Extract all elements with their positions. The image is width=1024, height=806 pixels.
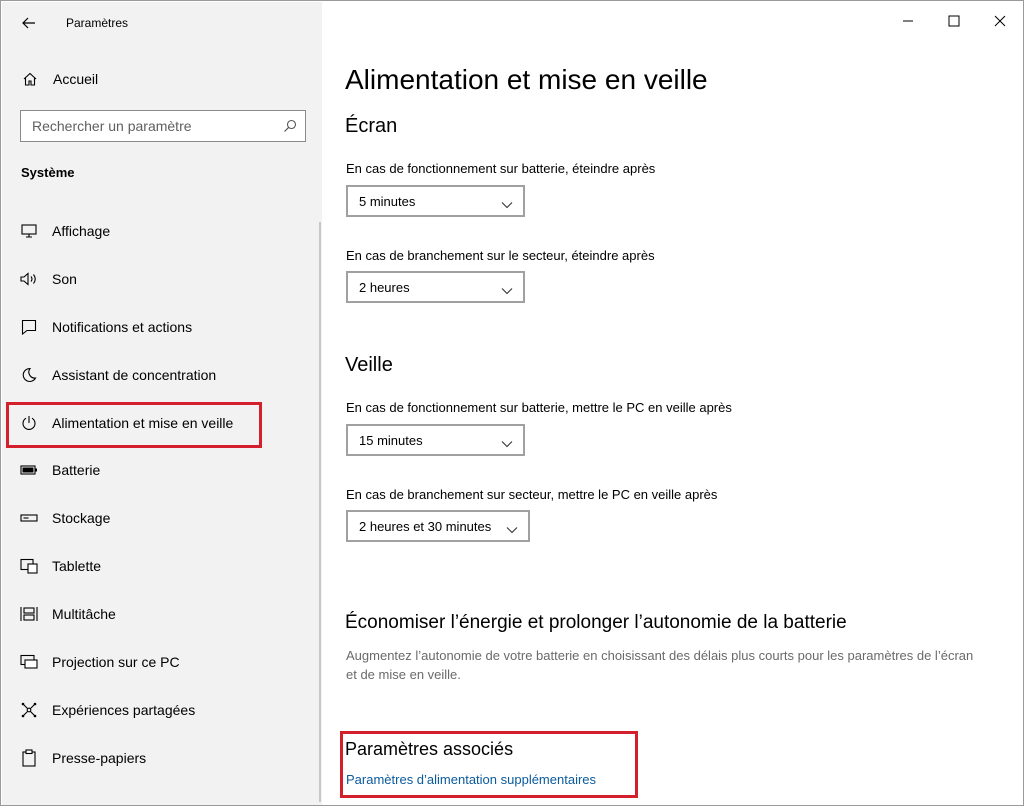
- search-box[interactable]: [20, 110, 306, 142]
- sidebar-scrollbar[interactable]: [319, 222, 321, 802]
- sidebar-item-label: Stockage: [52, 510, 111, 527]
- chevron-down-icon: [501, 282, 513, 292]
- sidebar-item-storage[interactable]: [2, 494, 322, 542]
- dropdown-value: 2 heures et 30 minutes: [359, 519, 492, 534]
- screen-battery-label: En cas de fonctionnement sur batterie, éteindre après: [346, 161, 656, 176]
- screen-plugged-dropdown[interactable]: [346, 271, 525, 303]
- screen-plugged-label: En cas de branchement sur le secteur, éteindre après: [346, 248, 655, 263]
- home-icon: [22, 71, 38, 87]
- close-icon: [994, 15, 1006, 27]
- dropdown-value: 2 heures: [359, 280, 410, 295]
- chevron-down-icon: [501, 196, 513, 206]
- sidebar-item-clipboard[interactable]: [2, 734, 322, 782]
- sleep-plugged-dropdown[interactable]: [346, 510, 530, 542]
- dropdown-value: 15 minutes: [359, 433, 423, 448]
- sidebar-item-label: Affichage: [52, 223, 111, 239]
- section-label: Système: [21, 165, 75, 180]
- dropdown-value: 5 minutes: [359, 194, 416, 209]
- sidebar-item-sound[interactable]: [2, 255, 322, 303]
- sidebar-item-label: Notifications et actions: [52, 318, 193, 335]
- sidebar-item-multitasking[interactable]: [2, 590, 322, 638]
- sidebar-item-label: Assistant de concentration: [52, 366, 217, 383]
- minimize-button[interactable]: [885, 1, 931, 41]
- window-title: Paramètres: [66, 16, 129, 30]
- sidebar-nav: [2, 207, 322, 782]
- sleep-heading: Veille: [345, 354, 393, 376]
- chevron-down-icon: [506, 521, 518, 531]
- search-icon[interactable]: [283, 119, 297, 133]
- tablet-icon: [20, 558, 38, 574]
- speaker-icon: [20, 271, 38, 287]
- back-button[interactable]: [16, 10, 42, 36]
- sidebar-item-notifications[interactable]: [2, 303, 322, 351]
- sidebar-item-projection[interactable]: [2, 638, 322, 686]
- additional-power-settings-link[interactable]: Paramètres d’alimentation supplémentaires: [346, 772, 597, 787]
- sidebar-item-label: Alimentation et mise en veille: [52, 414, 234, 431]
- storage-icon: [20, 510, 38, 526]
- sidebar-item-label: Presse-papiers: [52, 749, 147, 766]
- minimize-icon: [902, 20, 914, 22]
- sidebar-item-tablet[interactable]: [2, 542, 322, 590]
- save-energy-description: Augmentez l’autonomie de votre batterie en choisissant des délais plus courts pour les paramètres de l’écran et de mise en veille.: [346, 648, 974, 682]
- clipboard-icon: [20, 750, 38, 766]
- sidebar-item-home[interactable]: [2, 62, 322, 96]
- moon-icon: [20, 367, 38, 383]
- sidebar-item-battery[interactable]: [2, 446, 322, 494]
- notification-icon: [20, 319, 38, 335]
- sleep-battery-label: En cas de fonctionnement sur batterie, mettre le PC en veille après: [346, 400, 732, 415]
- sidebar-item-label: Projection sur ce PC: [52, 654, 180, 671]
- related-settings-heading: Paramètres associés: [345, 739, 514, 759]
- close-button[interactable]: [977, 1, 1023, 41]
- screen-heading: Écran: [345, 115, 398, 137]
- chevron-down-icon: [501, 435, 513, 445]
- power-icon: [20, 415, 38, 431]
- page-title: Alimentation et mise en veille: [345, 64, 708, 95]
- maximize-button[interactable]: [931, 1, 977, 41]
- search-input[interactable]: [21, 111, 271, 141]
- sleep-battery-dropdown[interactable]: [346, 424, 525, 456]
- sidebar-item-display[interactable]: [2, 207, 322, 255]
- arrow-left-icon: [22, 17, 36, 29]
- multitask-icon: [20, 606, 38, 622]
- sidebar-item-power-sleep[interactable]: [2, 399, 322, 447]
- sidebar-item-focus-assist[interactable]: [2, 351, 322, 399]
- sidebar-item-label: Multitâche: [52, 606, 116, 623]
- monitor-icon: [20, 223, 38, 239]
- sidebar: [2, 2, 322, 805]
- battery-icon: [20, 462, 38, 478]
- main-content: [322, 2, 1024, 805]
- save-energy-heading: Économiser l’énergie et prolonger l’autonomie de la batterie: [345, 612, 847, 633]
- sidebar-item-label: Expériences partagées: [52, 701, 196, 718]
- sidebar-item-label: Tablette: [52, 558, 102, 575]
- sidebar-item-label: Batterie: [52, 462, 101, 479]
- screen-battery-dropdown[interactable]: [346, 185, 525, 217]
- sidebar-item-shared-experiences[interactable]: [2, 686, 322, 734]
- window-controls: [885, 1, 1023, 41]
- shared-icon: [20, 702, 38, 718]
- projection-icon: [20, 654, 38, 670]
- sidebar-item-label: Accueil: [53, 71, 99, 87]
- title-bar: [2, 2, 322, 42]
- sidebar-item-label: Son: [52, 270, 77, 287]
- maximize-icon: [948, 15, 960, 27]
- sleep-plugged-label: En cas de branchement sur secteur, mettre le PC en veille après: [346, 487, 718, 502]
